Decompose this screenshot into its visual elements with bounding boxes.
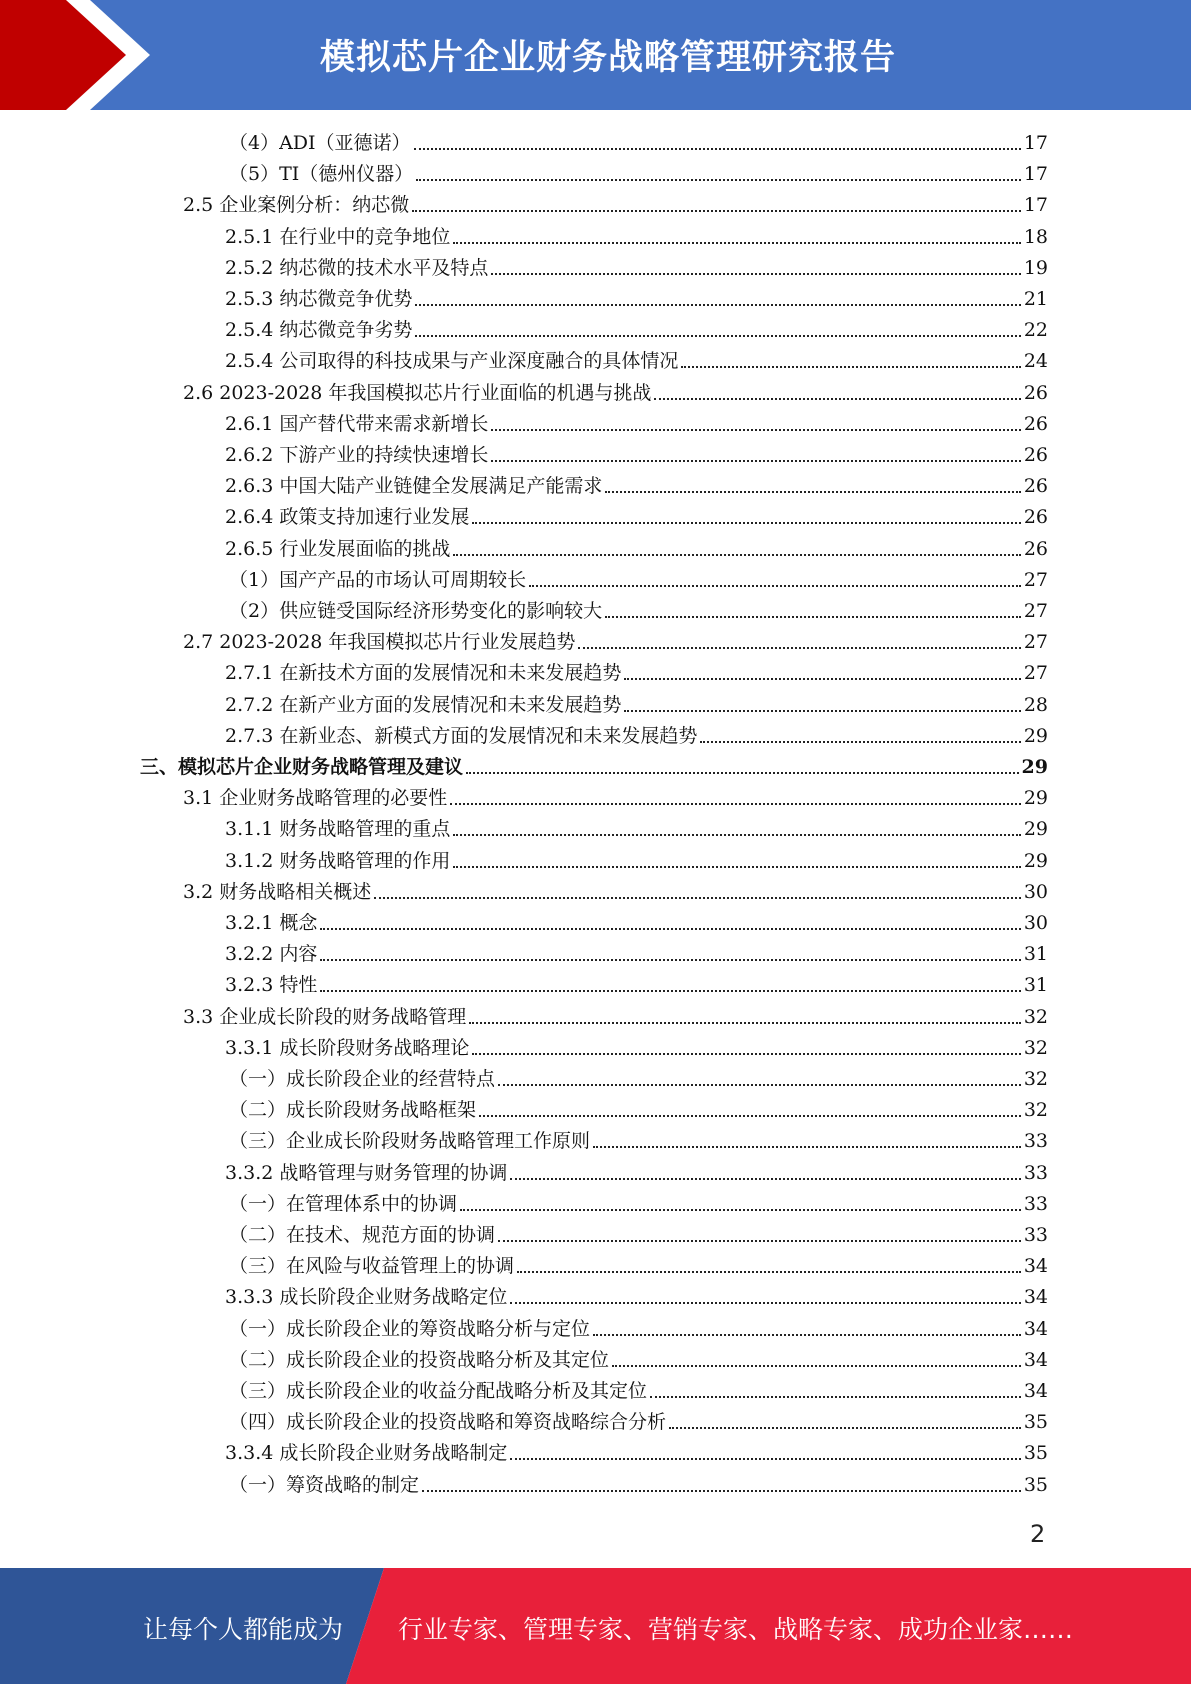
toc-dot-leader	[593, 1145, 1021, 1148]
toc-dot-leader	[491, 428, 1020, 431]
toc-dot-leader	[605, 615, 1021, 618]
toc-dot-leader	[320, 989, 1020, 992]
toc-entry-page: 29	[1023, 818, 1048, 841]
toc-entry[interactable]	[229, 1317, 1048, 1341]
toc-entry-title: 2.7.1 在新技术方面的发展情况和未来发展趋势	[225, 662, 622, 685]
toc-dot-leader	[414, 147, 1021, 150]
toc-entry-page: 27	[1023, 568, 1048, 591]
toc-entry-page: 17	[1023, 194, 1048, 217]
toc-entry-page: 32	[1023, 1036, 1048, 1059]
toc-entry-title: 3.3.3 成长阶段企业财务战略定位	[225, 1286, 508, 1309]
toc-entry-title: （一）筹资战略的制定	[229, 1473, 420, 1496]
toc-entry[interactable]	[225, 693, 1048, 717]
toc-entry-page: 27	[1023, 662, 1048, 685]
toc-entry[interactable]	[229, 1348, 1048, 1372]
toc-entry-title: 3.1.1 财务战略管理的重点	[225, 818, 451, 841]
header-arrow-icon	[0, 0, 160, 110]
toc-entry-title: （三）成长阶段企业的收益分配战略分析及其定位	[229, 1380, 648, 1402]
toc-entry-title: 2.6.1 国产替代带来需求新增长	[225, 412, 489, 435]
toc-dot-leader	[472, 1052, 1020, 1055]
toc-dot-leader	[415, 334, 1020, 337]
toc-dot-leader	[479, 1114, 1021, 1117]
toc-dot-leader	[529, 584, 1021, 587]
toc-entry-page: 33	[1023, 1130, 1048, 1153]
toc-dot-leader	[510, 1177, 1020, 1180]
toc-entry[interactable]	[225, 225, 1048, 249]
toc-entry[interactable]	[225, 443, 1048, 467]
page-number: 2	[1030, 1520, 1046, 1548]
toc-dot-leader	[320, 958, 1020, 961]
toc-entry-page: 35	[1023, 1442, 1048, 1465]
toc-entry-title: （三）企业成长阶段财务战略管理工作原则	[229, 1130, 591, 1153]
toc-dot-leader	[700, 740, 1020, 743]
toc-entry-title: 3.2.2 内容	[225, 943, 318, 966]
toc-entry-title: 2.5.4 公司取得的科技成果与产业深度融合的具体情况	[225, 350, 679, 373]
toc-entry-page: 29	[1023, 724, 1048, 747]
toc-dot-leader	[320, 927, 1020, 930]
toc-entry[interactable]	[183, 880, 1048, 904]
toc-entry-page: 32	[1023, 1099, 1048, 1122]
toc-entry-page: 26	[1023, 537, 1048, 560]
toc-entry[interactable]	[225, 256, 1048, 280]
toc-dot-leader	[453, 833, 1020, 836]
header-title: 模拟芯片企业财务战略管理研究报告	[320, 38, 897, 78]
toc-entry-page: 34	[1023, 1380, 1048, 1402]
toc-entry[interactable]	[225, 942, 1048, 966]
toc-entry-title: 2.5.2 纳芯微的技术水平及特点	[225, 256, 489, 279]
toc-dot-leader	[466, 771, 1019, 774]
toc-entry[interactable]	[229, 1473, 1048, 1497]
toc-entry-title: （三）在风险与收益管理上的协调	[229, 1255, 515, 1278]
toc-entry-title: 2.5.4 纳芯微竞争劣势	[225, 319, 413, 342]
toc-entry-page: 27	[1023, 631, 1048, 654]
toc-entry-title: （二）成长阶段财务战略框架	[229, 1099, 477, 1122]
toc-dot-leader	[450, 802, 1021, 805]
toc-entry-page: 33	[1023, 1224, 1048, 1246]
toc-entry-title: 3.1.2 财务战略管理的作用	[225, 849, 451, 872]
toc-entry-title: 2.6.5 行业发展面临的挑战	[225, 537, 451, 560]
toc-entry-page: 28	[1023, 693, 1048, 716]
toc-entry[interactable]	[183, 193, 1048, 217]
toc-entry[interactable]	[183, 630, 1048, 654]
toc-entry[interactable]	[225, 537, 1048, 561]
toc-entry-title: 2.6.2 下游产业的持续快速增长	[225, 444, 489, 466]
toc-entry[interactable]	[183, 1005, 1048, 1029]
toc-dot-leader	[453, 241, 1020, 244]
toc-entry[interactable]	[225, 412, 1048, 436]
toc-entry-title: 3.3.2 战略管理与财务管理的协调	[225, 1161, 508, 1184]
toc-entry[interactable]	[225, 661, 1048, 685]
toc-dot-leader	[650, 1395, 1021, 1398]
toc-entry-title: （5）TI（德州仪器）	[229, 163, 414, 186]
toc-entry[interactable]	[225, 287, 1048, 311]
toc-entry-title: （四）成长阶段企业的投资战略和筹资战略综合分析	[229, 1411, 667, 1434]
toc-entry-title: 3.2.3 特性	[225, 974, 318, 997]
toc-dot-leader	[469, 1021, 1021, 1024]
toc-entry-page: 17	[1023, 163, 1048, 186]
toc-entry-page: 33	[1023, 1161, 1048, 1184]
toc-entry-page: 26	[1023, 381, 1048, 404]
toc-entry-page: 29	[1021, 756, 1048, 778]
toc-entry-title: （一）成长阶段企业的经营特点	[229, 1068, 496, 1090]
toc-entry[interactable]	[225, 849, 1048, 873]
toc-entry-page: 26	[1023, 444, 1048, 466]
toc-entry-page: 21	[1023, 288, 1048, 310]
toc-entry-title: （一）在管理体系中的协调	[229, 1192, 458, 1215]
toc-entry-page: 33	[1023, 1192, 1048, 1215]
toc-entry[interactable]	[225, 349, 1048, 373]
toc-entry[interactable]	[225, 817, 1048, 841]
toc-entry-title: 3.3.1 成长阶段财务战略理论	[225, 1036, 470, 1059]
toc-entry-page: 35	[1023, 1473, 1048, 1496]
toc-dot-leader	[374, 896, 1021, 899]
toc-entry-page: 32	[1023, 1005, 1048, 1028]
toc-entry[interactable]	[229, 1129, 1048, 1153]
toc-entry-page: 18	[1023, 225, 1048, 248]
footer-slogan-right: 行业专家、管理专家、营销专家、战略专家、成功企业家……	[398, 1615, 1074, 1644]
toc-entry-page: 35	[1023, 1411, 1048, 1434]
toc-entry[interactable]	[229, 1379, 1048, 1403]
toc-entry-page: 19	[1023, 256, 1048, 279]
toc-entry[interactable]	[225, 1285, 1048, 1309]
toc-entry[interactable]	[225, 1441, 1048, 1465]
toc-entry[interactable]	[225, 1161, 1048, 1185]
toc-dot-leader	[491, 272, 1020, 275]
toc-entry-title: 3.2.1 概念	[225, 912, 318, 934]
toc-entry-title: 2.6.3 中国大陆产业链健全发展满足产能需求	[225, 475, 603, 498]
toc-dot-leader	[498, 1083, 1021, 1086]
toc-entry-title: 3.2 财务战略相关概述	[183, 880, 372, 903]
toc-entry[interactable]	[229, 131, 1048, 155]
toc-entry-title: 三、模拟芯片企业财务战略管理及建议	[140, 756, 464, 778]
toc-entry-page: 31	[1023, 943, 1048, 966]
page-footer	[0, 1568, 1191, 1684]
toc-dot-leader	[624, 709, 1020, 712]
toc-entry-page: 29	[1023, 849, 1048, 872]
toc-entry[interactable]	[225, 505, 1048, 529]
toc-entry-title: 2.5 企业案例分析：纳芯微	[183, 194, 410, 217]
toc-entry-page: 22	[1023, 319, 1048, 342]
toc-entry-title: 2.6 2023-2028 年我国模拟芯片行业面临的机遇与挑战	[183, 381, 652, 404]
toc-entry-page: 26	[1023, 506, 1048, 529]
toc-dot-leader	[415, 303, 1020, 306]
toc-entry[interactable]	[183, 381, 1048, 405]
toc-entry-page: 30	[1023, 880, 1048, 903]
toc-entry-title: 2.7.3 在新业态、新模式方面的发展情况和未来发展趋势	[225, 724, 698, 747]
toc-entry[interactable]	[229, 1410, 1048, 1434]
page-header	[0, 0, 1191, 110]
toc-entry[interactable]	[229, 568, 1048, 592]
footer-slogan-left: 让每个人都能成为	[143, 1615, 344, 1644]
toc-entry-title: （二）在技术、规范方面的协调	[229, 1224, 496, 1246]
toc-entry[interactable]	[225, 911, 1048, 935]
toc-entry-page: 29	[1023, 787, 1048, 810]
toc-dot-leader	[453, 553, 1020, 556]
toc-dot-leader	[578, 646, 1020, 649]
toc-entry-page: 26	[1023, 475, 1048, 498]
toc-entry[interactable]	[229, 1067, 1048, 1091]
toc-entry-page: 24	[1023, 350, 1048, 373]
toc-dot-leader	[669, 1426, 1021, 1429]
toc-entry-title: 2.6.4 政策支持加速行业发展	[225, 506, 470, 529]
toc-entry-title: 2.5.3 纳芯微竞争优势	[225, 288, 413, 310]
toc-entry[interactable]	[183, 786, 1048, 810]
toc-dot-leader	[510, 1301, 1020, 1304]
toc-entry-title: 2.5.1 在行业中的竞争地位	[225, 225, 451, 248]
toc-entry-title: （1）国产产品的市场认可周期较长	[229, 568, 527, 591]
toc-entry-page: 34	[1023, 1286, 1048, 1309]
toc-dot-leader	[681, 365, 1020, 368]
toc-entry[interactable]	[229, 599, 1048, 623]
toc-dot-leader	[517, 1270, 1021, 1273]
toc-entry-title: 2.7.2 在新产业方面的发展情况和未来发展趋势	[225, 693, 622, 716]
toc-entry-title: （一）成长阶段企业的筹资战略分析与定位	[229, 1317, 591, 1340]
toc-entry-page: 31	[1023, 974, 1048, 997]
toc-entry[interactable]	[225, 474, 1048, 498]
toc-entry-title: （2）供应链受国际经济形势变化的影响较大	[229, 600, 603, 622]
toc-dot-leader	[491, 459, 1020, 462]
toc-dot-leader	[605, 490, 1020, 493]
toc-entry-title: （4）ADI（亚德诺）	[229, 132, 411, 154]
toc-dot-leader	[624, 677, 1020, 680]
toc-entry-page: 34	[1023, 1255, 1048, 1278]
toc-entry-page: 34	[1023, 1348, 1048, 1371]
toc-entry[interactable]	[225, 1036, 1048, 1060]
toc-entry-title: 3.3.4 成长阶段企业财务战略制定	[225, 1442, 508, 1465]
toc-entry[interactable]	[229, 1254, 1048, 1278]
toc-entry[interactable]	[140, 755, 1048, 779]
toc-entry-page: 32	[1023, 1068, 1048, 1090]
toc-dot-leader	[510, 1457, 1020, 1460]
toc-entry-page: 26	[1023, 412, 1048, 435]
toc-entry[interactable]	[225, 973, 1048, 997]
toc-entry-title: 2.7 2023-2028 年我国模拟芯片行业发展趋势	[183, 631, 576, 654]
toc-dot-leader	[654, 397, 1020, 400]
toc-dot-leader	[460, 1208, 1021, 1211]
toc-entry-page: 27	[1023, 600, 1048, 622]
toc-entry[interactable]	[229, 1192, 1048, 1216]
toc-entry-page: 34	[1023, 1317, 1048, 1340]
toc-dot-leader	[472, 521, 1020, 524]
toc-dot-leader	[498, 1239, 1021, 1242]
toc-dot-leader	[593, 1333, 1021, 1336]
toc-entry-title: （二）成长阶段企业的投资战略分析及其定位	[229, 1348, 610, 1371]
toc-entry[interactable]	[225, 724, 1048, 748]
toc-dot-leader	[412, 209, 1021, 212]
toc-entry-title: 3.1 企业财务战略管理的必要性	[183, 787, 448, 810]
toc-entry[interactable]	[225, 318, 1048, 342]
toc-entry[interactable]	[229, 1098, 1048, 1122]
toc-entry[interactable]	[229, 1223, 1048, 1247]
toc-dot-leader	[612, 1364, 1021, 1367]
toc-dot-leader	[416, 178, 1021, 181]
toc-dot-leader	[422, 1489, 1021, 1492]
toc-entry-page: 30	[1023, 912, 1048, 934]
toc-dot-leader	[453, 865, 1020, 868]
toc-entry[interactable]	[229, 162, 1048, 186]
toc-entry-title: 3.3 企业成长阶段的财务战略管理	[183, 1005, 467, 1028]
toc-entry-page: 17	[1023, 132, 1048, 154]
